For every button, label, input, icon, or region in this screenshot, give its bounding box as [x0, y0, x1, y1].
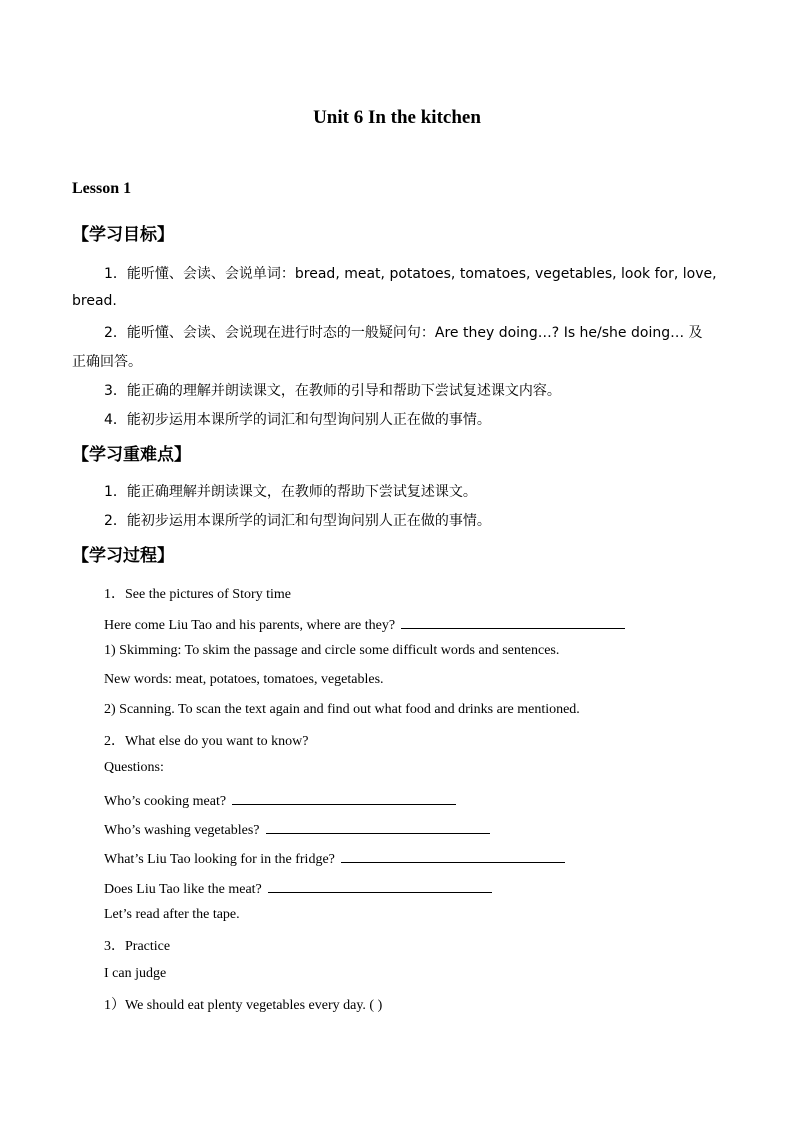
question-text: Here come Liu Tao and his parents, where are they?: [104, 618, 396, 633]
goal-item: 4．能初步运用本课所学的词汇和句型询问别人正在做的事情。: [104, 412, 491, 428]
goal-item: 3．能正确的理解并朗读课文，在教师的引导和帮助下尝试复述课文内容。: [104, 383, 561, 399]
goal-item: 1．能听懂、会读、会说单词：bread, meat, potatoes, tomatoes, vegetables, look for, love,: [104, 266, 717, 282]
process-line: 1．See the pictures of Story time: [104, 587, 292, 602]
process-question: [104, 790, 456, 810]
goal-item: bread.: [72, 293, 117, 309]
process-question: [104, 848, 565, 868]
goal-item: 2．能听懂、会读、会说现在进行时态的一般疑问句：Are they doing…? Is he/she doing… 及: [104, 325, 703, 341]
answer-blank[interactable]: [268, 878, 492, 893]
page-title: Unit 6 In the kitchen: [313, 107, 481, 128]
keypoint-item: 2．能初步运用本课所学的词汇和句型询问别人正在做的事情。: [104, 513, 491, 529]
process-line: Let’s read after the tape.: [104, 907, 240, 922]
question-text: What’s Liu Tao looking for in the fridge?: [104, 852, 335, 867]
question-text: Who’s cooking meat?: [104, 794, 227, 809]
process-line: I can judge: [104, 966, 167, 981]
answer-blank[interactable]: [232, 790, 456, 805]
question-text: Does Liu Tao like the meat?: [104, 882, 262, 897]
keypoint-item: 1．能正确理解并朗读课文，在教师的帮助下尝试复述课文。: [104, 484, 477, 500]
goal-item: 正确回答。: [72, 354, 142, 370]
answer-blank[interactable]: [401, 614, 625, 629]
answer-blank[interactable]: [266, 819, 490, 834]
question-text: Who’s washing vegetables?: [104, 823, 260, 838]
process-question: [104, 614, 625, 634]
answer-blank[interactable]: [341, 848, 565, 863]
judge-item: 1）We should eat plenty vegetables every day. ( ): [104, 998, 383, 1013]
process-line: Questions:: [104, 760, 164, 775]
lesson-heading: Lesson 1: [72, 180, 132, 197]
process-heading: 【学习过程】: [72, 546, 174, 566]
keypoints-heading: 【学习重难点】: [72, 445, 191, 465]
process-line: New words: meat, potatoes, tomatoes, vegetables.: [104, 672, 384, 687]
process-question: [104, 819, 490, 839]
process-line: 2) Scanning. To scan the text again and find out what food and drinks are mentioned.: [104, 702, 580, 717]
goals-heading: 【学习目标】: [72, 225, 174, 245]
process-question: [104, 878, 492, 898]
process-line: 1) Skimming: To skim the passage and circle some difficult words and sentences.: [104, 643, 560, 658]
process-line: 3．Practice: [104, 939, 171, 954]
process-line: 2．What else do you want to know?: [104, 734, 309, 749]
